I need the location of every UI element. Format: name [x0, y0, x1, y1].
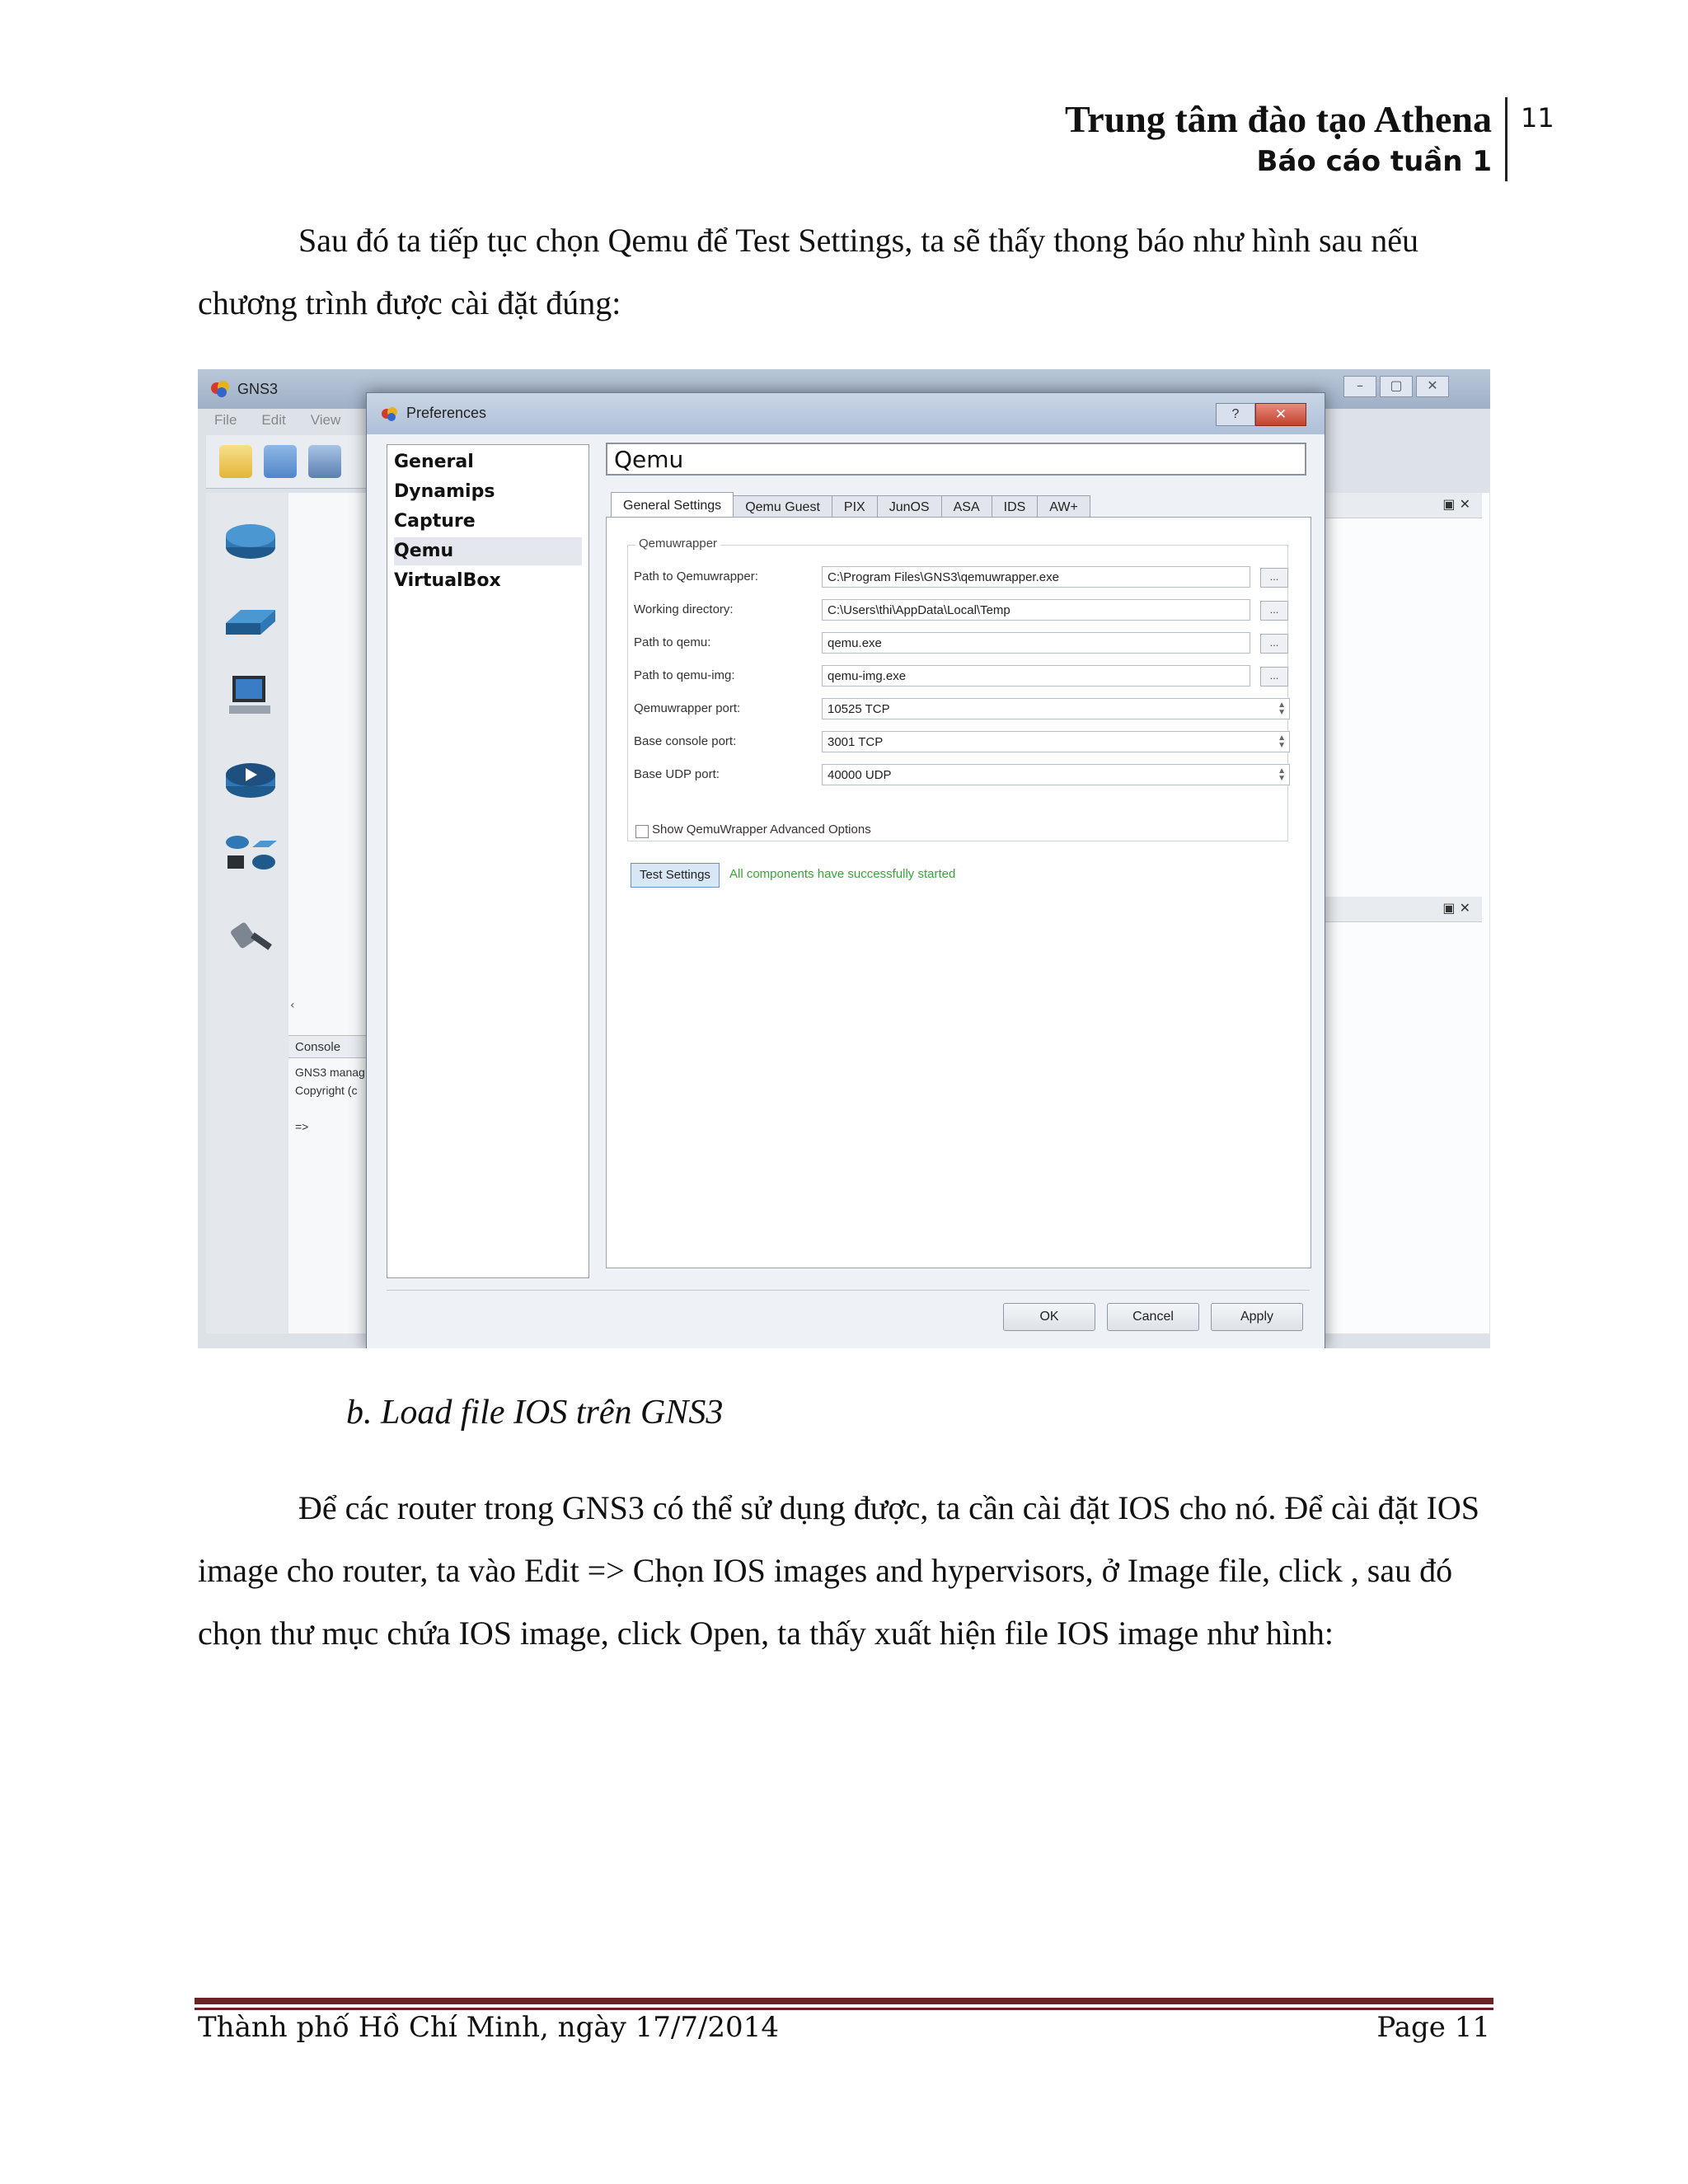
save-icon[interactable] [308, 445, 341, 478]
browse-working-directory-button[interactable]: ... [1260, 601, 1288, 621]
base-udp-port-spinbox[interactable] [822, 764, 1290, 785]
base-udp-port-value: 40000 UDP [828, 768, 892, 782]
cable-icon[interactable] [223, 913, 279, 959]
gns3-window-controls[interactable] [1343, 376, 1452, 397]
dialog-app-icon [380, 405, 400, 423]
menu-view[interactable]: View [310, 412, 341, 428]
field-label-base-udp-port: Base UDP port: [634, 767, 720, 781]
tab-asa[interactable]: ASA [941, 495, 992, 519]
footer-rule-thick [195, 1998, 1493, 2004]
footer-location-date: Thành phố Hồ Chí Minh, ngày 17/7/2014 [198, 2011, 779, 2044]
qemu-path-input[interactable]: qemu.exe [822, 632, 1250, 654]
close-icon[interactable]: ✕ [1416, 376, 1449, 397]
browse-qemu-button[interactable]: ... [1260, 634, 1288, 654]
tab-ids[interactable]: IDS [992, 495, 1039, 519]
tab-pix[interactable]: PIX [832, 495, 878, 519]
spin-arrows-icon[interactable]: ▲ ▼ [1278, 733, 1286, 750]
footer-page: Page 11 [1376, 2011, 1490, 2044]
computer-icon[interactable] [223, 674, 279, 720]
field-label-base-console-port: Base console port: [634, 734, 737, 748]
field-label-qemu-img-path: Path to qemu-img: [634, 668, 735, 682]
qemuwrapper-group [627, 545, 1288, 841]
sidebar-item-general[interactable]: General [394, 452, 474, 472]
test-settings-button[interactable]: Test Settings [631, 863, 720, 888]
settings-tabs [611, 492, 1090, 517]
security-device-icon[interactable] [223, 757, 279, 803]
console-output: GNS3 manag Copyright (c => [295, 1066, 365, 1133]
new-project-icon[interactable] [219, 445, 252, 478]
body-paragraph: Để các router trong GNS3 có thể sử dụng được, ta cần cài đặt IOS cho nó. Để cài đặt IOS image cho router, ta vào Edit => Chọn IOS images and hypervisors, ở Image file, click , sau đó chọn thư mục chứa IOS image, click Open, ta thấy xuất hiện file IOS image như hình: [198, 1489, 1479, 1652]
dock-titlebar-top [1319, 493, 1482, 518]
document-title: Trung tâm đào tạo Athena [1065, 98, 1492, 140]
scroll-left-icon[interactable]: ‹ [290, 999, 295, 1012]
minimize-icon[interactable]: – [1343, 376, 1376, 397]
dialog-separator [387, 1290, 1310, 1291]
preferences-dialog [366, 392, 1325, 1348]
working-directory-input[interactable]: C:\Users\thi\AppData\Local\Temp [822, 599, 1250, 621]
tab-qemu-guest[interactable]: Qemu Guest [733, 495, 832, 519]
switch-icon[interactable] [223, 598, 279, 644]
section-heading: b. Load file IOS trên GNS3 [346, 1394, 724, 1432]
tab-junos[interactable]: JunOS [877, 495, 942, 519]
help-button[interactable]: ? [1216, 403, 1255, 426]
menu-edit[interactable]: Edit [261, 412, 286, 428]
intro-paragraph: Sau đó ta tiếp tục chọn Qemu để Test Settings, ta sẽ thấy thong báo như hình sau nếu chương trình được cài đặt đúng: [198, 222, 1419, 321]
sidebar-item-dynamips[interactable]: Dynamips [394, 481, 495, 502]
base-console-port-value: 3001 TCP [828, 735, 884, 749]
gns3-title: GNS3 [237, 381, 279, 397]
dialog-close-button[interactable]: ✕ [1255, 403, 1306, 426]
tab-aw-plus[interactable]: AW+ [1037, 495, 1090, 519]
browse-qemu-img-button[interactable]: ... [1260, 667, 1288, 687]
document-subtitle: Báo cáo tuần 1 [1256, 145, 1492, 178]
ok-button[interactable]: OK [1003, 1303, 1095, 1331]
field-label-qemuwrapper-port: Qemuwrapper port: [634, 701, 741, 715]
device-panel [206, 493, 289, 1333]
group-label: Qemuwrapper [635, 537, 720, 551]
sidebar-item-virtualbox[interactable]: VirtualBox [394, 570, 501, 591]
sidebar-item-qemu[interactable]: Qemu [394, 537, 582, 565]
console-header: Console [288, 1035, 412, 1058]
preferences-sidebar [387, 444, 589, 1278]
base-console-port-spinbox[interactable] [822, 731, 1290, 752]
dialog-title: Preferences [406, 405, 487, 421]
dock-titlebar-bottom [1319, 897, 1482, 922]
field-label-working-directory: Working directory: [634, 602, 734, 616]
status-message: All components have successfully started [729, 867, 956, 881]
open-folder-icon[interactable] [264, 445, 297, 478]
qemuwrapper-path-input[interactable]: C:\Program Files\GNS3\qemuwrapper.exe [822, 566, 1250, 588]
all-devices-icon[interactable] [223, 831, 279, 877]
maximize-icon[interactable]: ▢ [1380, 376, 1413, 397]
gns3-app-icon [209, 377, 231, 399]
spin-arrows-icon[interactable]: ▲ ▼ [1278, 701, 1286, 717]
dock-float-close-icon[interactable]: ▣ ✕ [1442, 900, 1470, 916]
header-divider [1505, 97, 1507, 181]
sidebar-item-capture[interactable]: Capture [394, 511, 476, 532]
browse-qemuwrapper-button[interactable]: ... [1260, 568, 1288, 588]
advanced-options-label: Show QemuWrapper Advanced Options [652, 823, 871, 837]
menu-file[interactable]: File [214, 412, 237, 428]
dialog-titlebar [367, 393, 1325, 434]
footer-rule-thin [195, 2008, 1493, 2010]
advanced-options-checkbox[interactable] [635, 825, 649, 838]
field-label-qemu-path: Path to qemu: [634, 635, 711, 649]
dock-float-close-icon[interactable]: ▣ ✕ [1442, 496, 1470, 512]
tab-general-settings[interactable]: General Settings [611, 492, 734, 519]
panel-title: Qemu [606, 443, 1306, 476]
router-icon[interactable] [223, 518, 279, 564]
header-page-number: 11 [1521, 102, 1554, 134]
field-label-qemuwrapper-path: Path to Qemuwrapper: [634, 569, 758, 583]
qemu-img-path-input[interactable]: qemu-img.exe [822, 665, 1250, 687]
gns3-menubar [214, 412, 365, 429]
apply-button[interactable]: Apply [1211, 1303, 1303, 1331]
spin-arrows-icon[interactable]: ▲ ▼ [1278, 766, 1286, 783]
qemuwrapper-port-spinbox[interactable] [822, 698, 1290, 719]
cancel-button[interactable]: Cancel [1107, 1303, 1199, 1331]
screenshot-figure [198, 369, 1490, 1348]
qemuwrapper-port-value: 10525 TCP [828, 702, 890, 716]
